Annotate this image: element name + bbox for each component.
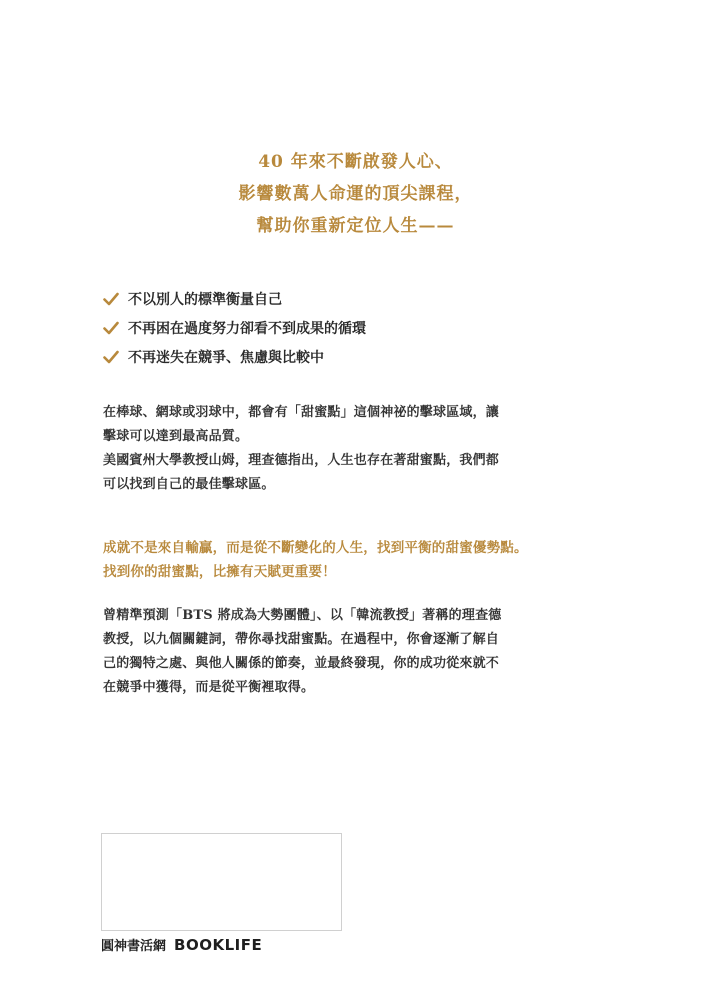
checklist-item <box>103 313 623 342</box>
paragraph-line: 美國賓州大學教授山姆，理查德指出，人生也存在著甜蜜點，我們都 <box>103 453 500 468</box>
barcode-placeholder <box>101 833 342 931</box>
headline <box>0 146 711 242</box>
headline-line-3: 幫助你重新定位人生—— <box>256 216 455 236</box>
paragraph-line: 可以找到自己的最佳擊球區。 <box>103 477 275 492</box>
check-icon <box>103 320 119 336</box>
paragraph-line: 擊球可以達到最高品質。 <box>103 429 249 444</box>
checklist <box>103 284 623 371</box>
checklist-item-label: 不以別人的標準衡量自己 <box>128 291 282 308</box>
publisher-name-en: BOOKLIFE <box>174 935 263 954</box>
publisher-logo <box>101 935 262 954</box>
highlight-paragraph <box>103 536 613 584</box>
paragraph-line: 在棒球、網球或羽球中，都會有「甜蜜點」這個神祕的擊球區域，讓 <box>103 405 500 420</box>
checklist-item <box>103 284 623 313</box>
paragraph-line: 曾精準預測「BTS 將成為大勢團體」、以「韓流教授」著稱的理查德 <box>103 608 502 623</box>
checklist-item-label: 不再迷失在競爭、焦慮與比較中 <box>128 349 324 366</box>
headline-line-2: 影響數萬人命運的頂尖課程， <box>238 184 473 204</box>
checklist-item-label: 不再困在過度努力卻看不到成果的循環 <box>128 320 366 337</box>
paragraph-author <box>103 604 613 700</box>
highlight-line: 找到你的甜蜜點，比擁有天賦更重要！ <box>103 564 336 580</box>
check-icon <box>103 349 119 365</box>
paragraph-line: 己的獨特之處、與他人關係的節奏，並最終發現，你的成功從來就不 <box>103 656 500 671</box>
headline-line-1: 40 年來不斷啟發人心、 <box>258 152 453 172</box>
checklist-item <box>103 342 623 371</box>
paragraph-line: 在競爭中獲得，而是從平衡裡取得。 <box>103 680 315 695</box>
check-icon <box>103 291 119 307</box>
publisher-name-cn: 圓神書活網 <box>101 939 167 954</box>
paragraph-sweet-spot <box>103 401 613 497</box>
paragraph-line: 教授，以九個關鍵詞，帶你尋找甜蜜點。在過程中，你會逐漸了解自 <box>103 632 500 647</box>
highlight-line: 成就不是來自輸贏，而是從不斷變化的人生，找到平衡的甜蜜優勢點。 <box>103 540 528 556</box>
